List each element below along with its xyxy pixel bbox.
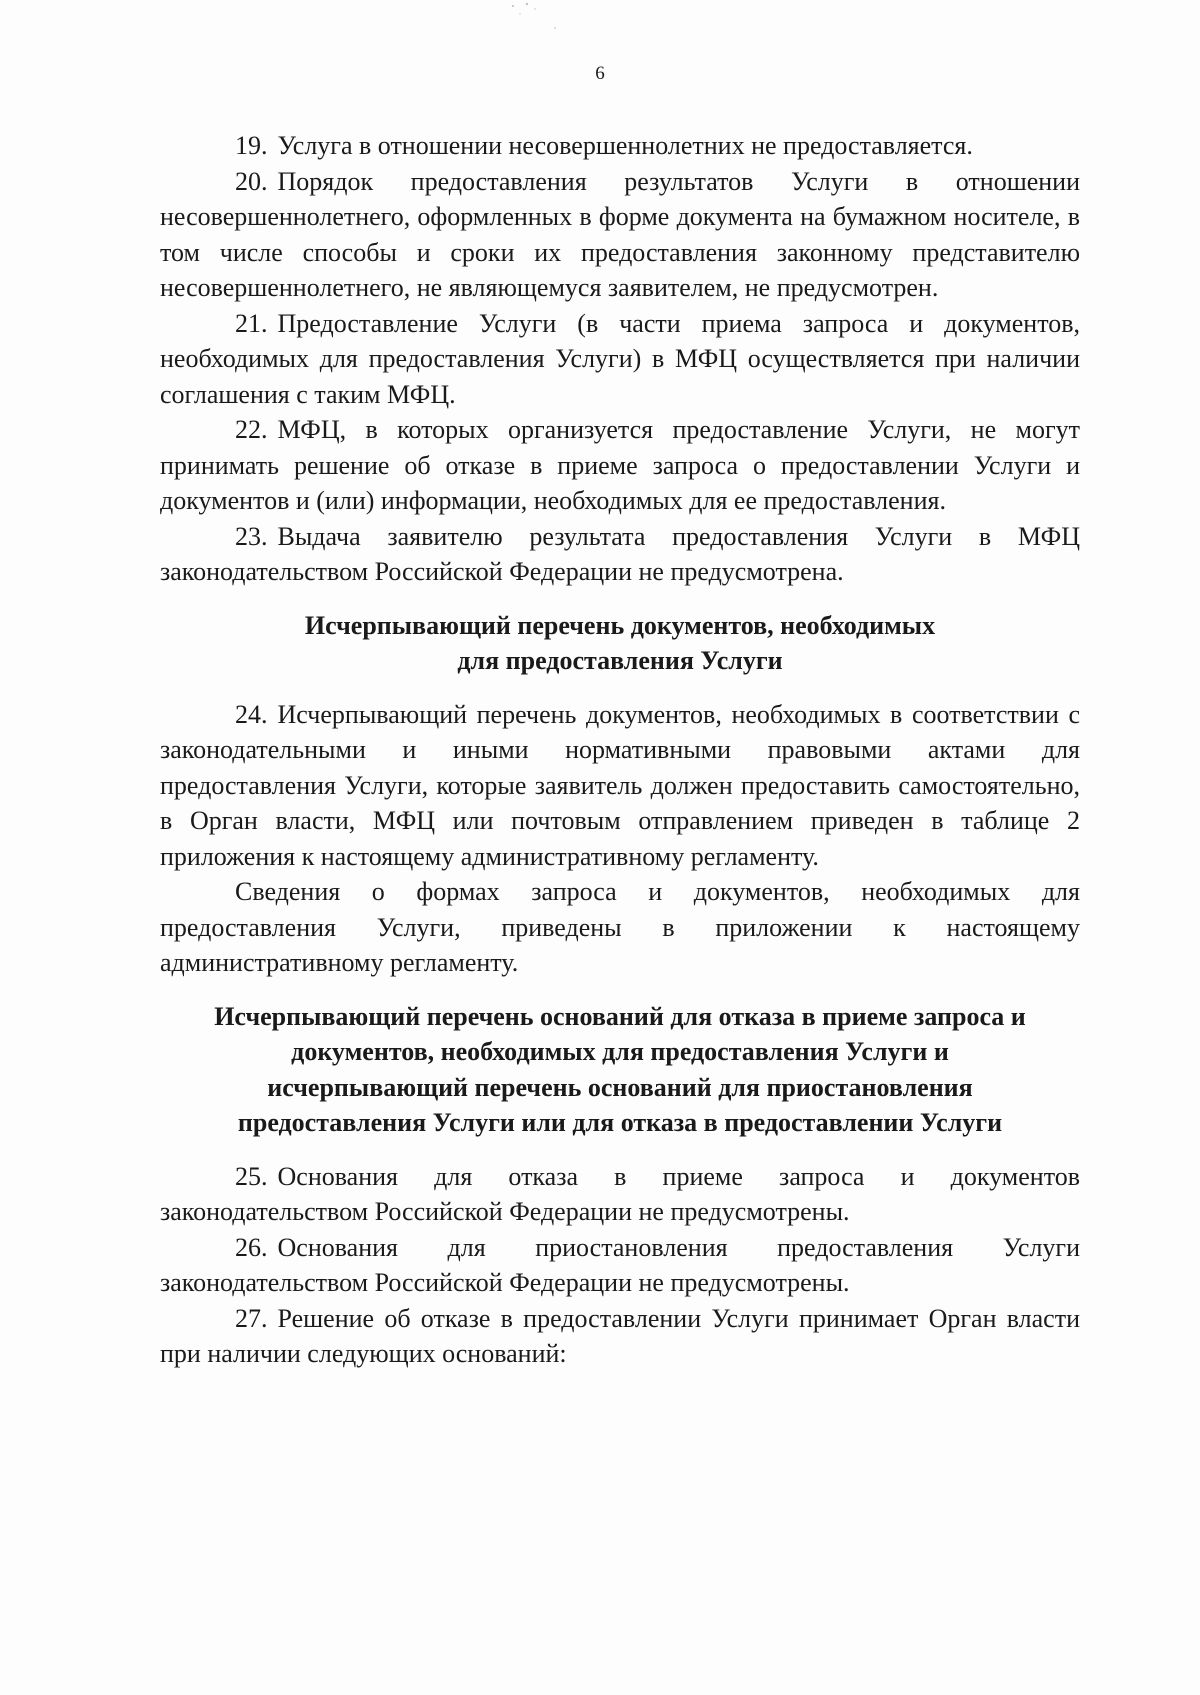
heading-line: для предоставления Услуги — [457, 646, 783, 675]
paragraph-text: Выдача заявителю результата предоставления Услуги в МФЦ законодательством Российской Федерации не предусмотрена. — [160, 521, 1080, 586]
heading-line: предоставления Услуги или для отказа в предоставлении Услуги — [237, 1108, 1003, 1137]
paragraph-text: Решение об отказе в предоставлении Услуги принимает Орган власти при наличии следующих оснований: — [160, 1303, 1080, 1368]
paragraph-23 — [160, 519, 1080, 590]
section-heading-refusal-grounds — [160, 999, 1080, 1141]
paragraph-number: 19. — [235, 131, 268, 160]
paragraph-number: 21. — [235, 308, 268, 338]
paragraph-number: 26. — [235, 1232, 268, 1262]
heading-line: Исчерпывающий перечень документов, необходимых — [304, 610, 936, 640]
paragraph-forms-info — [160, 874, 1080, 981]
paragraph-text: Сведения о формах запроса и документов, необходимых для предоставления Услуги, приведены в приложении к настоящему административному регламенту. — [160, 877, 1080, 977]
paragraph-21 — [160, 306, 1080, 413]
paragraph-22 — [160, 412, 1080, 519]
paragraph-text: Основания для приостановления предоставления Услуги законодательством Российской Федерации не предусмотрены. — [160, 1232, 1080, 1297]
document-body — [160, 128, 1080, 1372]
paragraph-text: Исчерпывающий перечень документов, необходимых в соответствии с законодательными и иными нормативными правовыми актами для предоставления Услуги, которые заявитель должен предоставить самостоятельно, в Орган власти, МФЦ или почтовым отправлением приведен в таблице 2 приложения к настоящему административному регламенту. — [160, 699, 1080, 871]
paragraph-text: Основания для отказа в приеме запроса и документов законодательством Российской Федерации не предусмотрены. — [160, 1161, 1080, 1226]
paragraph-text: Предоставление Услуги (в части приема запроса и документов, необходимых для предоставления Услуги) в МФЦ осуществляется при наличии соглашения с таким МФЦ. — [160, 308, 1080, 409]
paragraph-number: 23. — [235, 521, 268, 551]
page-number: 6 — [595, 63, 605, 84]
paragraph-text: Порядок предоставления результатов Услуги в отношении несовершеннолетнего, оформленных в форме документа на бумажном носителе, в том числе способы и сроки их предоставления законному представителю несовершеннолетнего, не являющемуся заявителем, не предусмотрен. — [160, 166, 1080, 302]
heading-line: исчерпывающий перечень оснований для приостановления — [267, 1072, 973, 1102]
paragraph-text: МФЦ, в которых организуется предоставление Услуги, не могут принимать решение об отказе в приеме запроса о предоставлении Услуги и документов и (или) информации, необходимых для ее предоставления. — [160, 415, 1080, 515]
paragraph-26 — [160, 1230, 1080, 1301]
section-heading-documents — [160, 608, 1080, 679]
heading-line: Исчерпывающий перечень оснований для отказа в приеме запроса и — [214, 1001, 1026, 1031]
heading-line: документов, необходимых для предоставления Услуги и — [291, 1037, 949, 1066]
paragraph-27 — [160, 1301, 1080, 1372]
scan-specks — [505, 0, 565, 34]
paragraph-24 — [160, 697, 1080, 875]
paragraph-19 — [160, 128, 1080, 164]
paragraph-number: 27. — [235, 1303, 268, 1333]
paragraph-25 — [160, 1159, 1080, 1230]
paragraph-number: 24. — [235, 699, 268, 729]
paragraph-text: Услуга в отношении несовершеннолетних не предоставляется. — [277, 131, 973, 160]
paragraph-number: 25. — [235, 1161, 268, 1191]
paragraph-number: 22. — [235, 415, 268, 444]
paragraph-20 — [160, 164, 1080, 306]
paragraph-number: 20. — [235, 166, 268, 196]
